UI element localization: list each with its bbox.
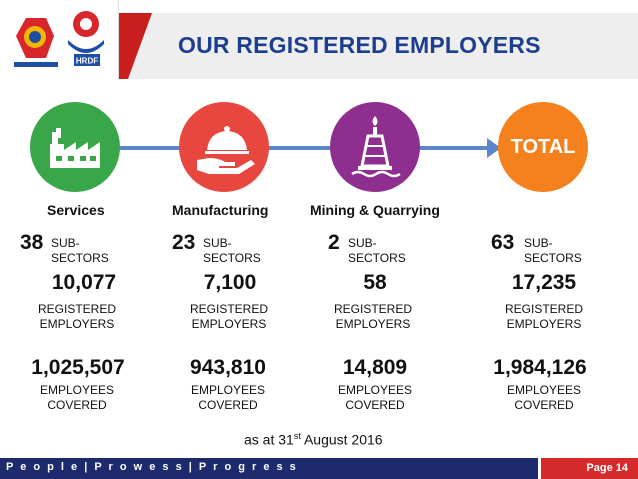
total-employers-label-2: EMPLOYERS <box>506 317 582 331</box>
manufacturing-employees-count: 943,810 <box>190 356 266 379</box>
as-at-date: as at 31st August 2016 <box>244 431 383 448</box>
footer-bar <box>0 458 538 479</box>
services-employees-label-2: COVERED <box>47 398 107 412</box>
services-employers-label-1: REGISTERED <box>37 302 116 316</box>
total-circle-text: TOTAL <box>510 136 576 158</box>
manufacturing-label: Manufacturing <box>172 202 269 218</box>
manufacturing-employees-label-2: COVERED <box>198 398 258 412</box>
total-employees-label-2: COVERED <box>514 398 574 412</box>
services-employees-label-1: EMPLOYEES <box>39 383 115 397</box>
serving-cloche-icon <box>179 102 269 192</box>
manufacturing-circle <box>179 102 269 192</box>
mining-employees-label-1: EMPLOYEES <box>337 383 413 397</box>
mining-label: Mining & Quarrying <box>310 202 440 218</box>
total-circle <box>498 102 588 192</box>
page-title: OUR REGISTERED EMPLOYERS <box>178 32 541 58</box>
page-number-box <box>541 458 638 479</box>
services-subsectors-count: 38 <box>20 231 44 254</box>
mining-employers-count: 58 <box>363 271 387 294</box>
logo-area <box>0 0 119 79</box>
connector-line <box>75 146 495 150</box>
services-employees-count: 1,025,507 <box>31 356 125 379</box>
oil-rig-icon <box>330 102 420 192</box>
mining-circle <box>330 102 420 192</box>
manufacturing-employers-label-1: REGISTERED <box>189 302 268 316</box>
total-subsectors-label-2: SECTORS <box>524 251 582 265</box>
services-employers-label-2: EMPLOYERS <box>39 317 115 331</box>
total-subsectors-label-1: SUB- <box>524 236 553 250</box>
mining-subsectors-label-2: SECTORS <box>348 251 406 265</box>
hrdf-logo-icon <box>68 11 104 66</box>
manufacturing-subsectors-count: 23 <box>172 231 196 254</box>
total-subsectors-count: 63 <box>491 231 515 254</box>
mining-subsectors-count: 2 <box>328 231 340 254</box>
total-employees-label-1: EMPLOYEES <box>506 383 582 397</box>
svg-text:HRDF: HRDF <box>75 56 99 66</box>
total-employees-count: 1,984,126 <box>493 356 587 379</box>
mining-employees-label-2: COVERED <box>345 398 405 412</box>
factory-icon <box>30 102 120 192</box>
services-circle <box>30 102 120 192</box>
total-employers-label-1: REGISTERED <box>504 302 583 316</box>
ministry-logo-icon <box>0 0 118 79</box>
page-number: Page 14 <box>586 462 628 474</box>
mining-employees-count: 14,809 <box>342 356 408 379</box>
manufacturing-employers-label-2: EMPLOYERS <box>191 317 267 331</box>
total-employers-count: 17,235 <box>511 271 577 294</box>
mining-employers-label-1: REGISTERED <box>333 302 412 316</box>
manufacturing-subsectors-label-2: SECTORS <box>203 251 261 265</box>
mining-subsectors-label-1: SUB- <box>348 236 377 250</box>
footer-tagline: P e o p l e | P r o w e s s | P r o g r e s s <box>6 461 298 473</box>
manufacturing-employers-count: 7,100 <box>203 271 257 294</box>
services-employers-count: 10,077 <box>51 271 117 294</box>
mining-employers-label-2: EMPLOYERS <box>335 317 411 331</box>
services-subsectors-label-1: SUB- <box>51 236 80 250</box>
manufacturing-subsectors-label-1: SUB- <box>203 236 232 250</box>
services-subsectors-label-2: SECTORS <box>51 251 109 265</box>
services-label: Services <box>47 202 105 218</box>
manufacturing-employees-label-1: EMPLOYEES <box>190 383 266 397</box>
